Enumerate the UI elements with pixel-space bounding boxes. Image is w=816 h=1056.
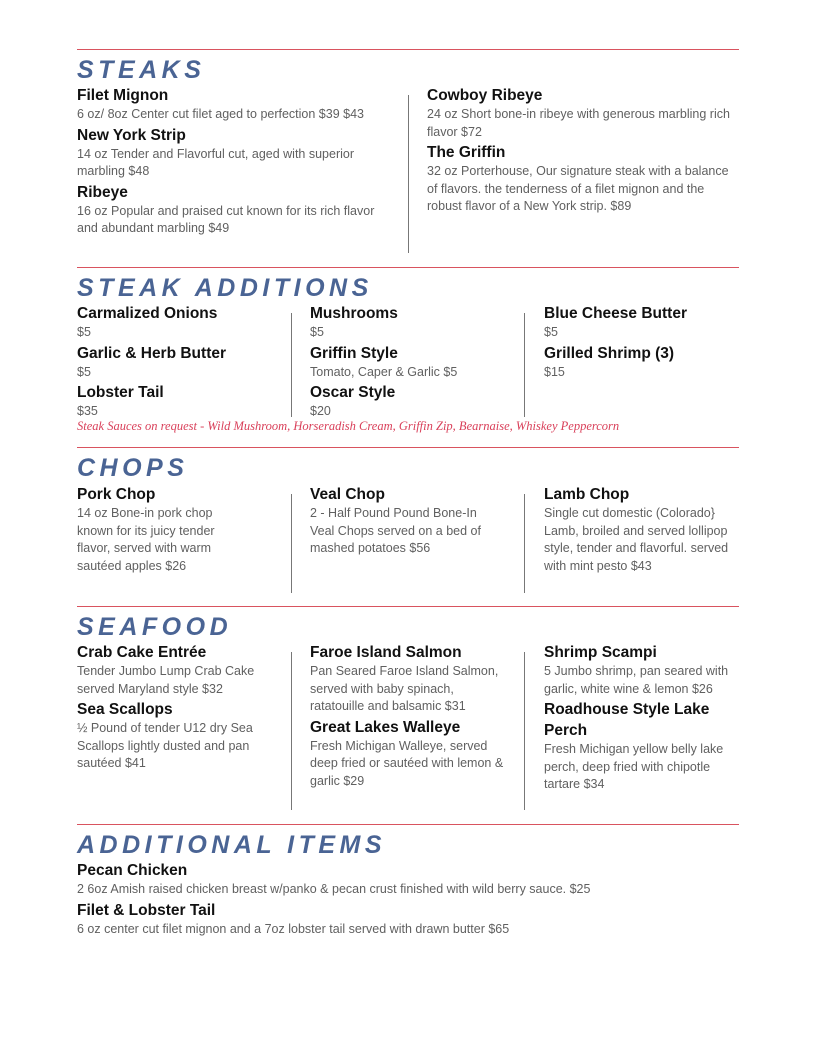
menu-item — [310, 484, 495, 558]
item-name: Pecan Chicken — [77, 862, 188, 879]
item-description: 24 oz Short bone-in ribeye with generous marbling rich flavor $72 — [427, 107, 730, 139]
item-name: The Griffin — [427, 144, 506, 161]
item-description: Fresh Michigan yellow belly lake perch, deep fried with chipotle tartare $34 — [544, 742, 724, 791]
column-divider — [524, 652, 525, 810]
section-title-additions: STEAK ADDITIONS — [77, 274, 373, 302]
menu-item — [77, 125, 377, 181]
menu-item — [544, 642, 734, 698]
menu-item — [77, 343, 287, 382]
item-description: 14 oz Bone-in pork chop known for its juicy tender flavor, served with warm sautéed apples $26 — [77, 506, 215, 573]
item-description: Tomato, Caper & Garlic $5 — [310, 364, 458, 379]
column-divider — [291, 652, 292, 810]
menu-item — [544, 484, 734, 575]
seafood-column-2 — [310, 642, 505, 791]
menu-item — [310, 343, 520, 382]
item-name: New York Strip — [77, 126, 186, 144]
seafood-column-1 — [77, 642, 272, 774]
menu-item — [544, 303, 739, 342]
steaks-right-column — [427, 85, 732, 217]
item-name: Cowboy Ribeye — [427, 87, 543, 104]
item-price: $20 — [310, 404, 331, 418]
column-divider — [524, 494, 525, 593]
section-title-additional: ADDITIONAL ITEMS — [77, 831, 387, 859]
item-description: Pan Seared Faroe Island Salmon, served with baby spinach, ratatouille and balsamic $31 — [310, 664, 499, 713]
item-name: Roadhouse Style Lake Perch — [544, 701, 710, 739]
menu-item — [77, 182, 377, 238]
menu-item — [544, 343, 739, 382]
section-title-seafood: SEAFOOD — [77, 613, 233, 641]
sauces-note: Steak Sauces on request - Wild Mushroom, Horseradish Cream, Griffin Zip, Bearnaise, Whiskey Peppercorn — [77, 419, 620, 433]
menu-item — [427, 85, 732, 141]
additions-column-3 — [544, 303, 739, 382]
divider-chops — [77, 447, 739, 448]
menu-item — [310, 382, 520, 421]
item-price: $5 — [544, 325, 558, 339]
item-name: Mushrooms — [310, 305, 398, 322]
item-name: Garlic & Herb Butter — [77, 344, 227, 362]
item-name: Ribeye — [77, 183, 128, 201]
menu-item — [77, 699, 272, 773]
item-name: Lobster Tail — [77, 384, 164, 401]
menu-item — [77, 860, 739, 899]
item-description: 5 Jumbo shrimp, pan seared with garlic, white wine & lemon $26 — [544, 664, 729, 696]
column-divider — [408, 95, 409, 253]
column-divider — [524, 313, 525, 417]
item-description: 2 - Half Pound Pound Bone-In Veal Chops served on a bed of mashed potatoes $56 — [310, 506, 481, 555]
item-name: Shrimp Scampi — [544, 644, 657, 661]
menu-item — [77, 484, 237, 575]
item-name: Sea Scallops — [77, 701, 173, 718]
item-name: Great Lakes Walleye — [310, 718, 461, 736]
menu-item — [77, 303, 287, 342]
column-divider — [291, 494, 292, 593]
column-divider — [291, 313, 292, 417]
chops-column-3 — [544, 484, 734, 576]
item-description: Tender Jumbo Lump Crab Cake served Maryland style $32 — [77, 664, 255, 696]
item-name: Griffin Style — [310, 344, 398, 362]
additional-items-list — [77, 860, 739, 939]
item-description: 2 6oz Amish raised chicken breast w/panko & pecan crust finished with wild berry sauce. $25 — [77, 882, 591, 896]
item-description: Single cut domestic (Colorado} Lamb, broiled and served lollipop style, tender and flavorful. served with mint pesto $43 — [544, 506, 729, 573]
item-description: 14 oz Tender and Flavorful cut, aged with superior marbling $48 — [77, 146, 355, 178]
menu-item — [77, 642, 272, 698]
section-title-steaks: STEAKS — [77, 56, 206, 84]
menu-item — [544, 699, 734, 794]
item-price: $5 — [77, 325, 91, 339]
divider-additional — [77, 824, 739, 825]
item-name: Lamb Chop — [544, 486, 630, 503]
menu-item — [77, 382, 287, 421]
item-name: Crab Cake Entrée — [77, 644, 207, 661]
item-name: Faroe Island Salmon — [310, 644, 462, 661]
menu-item — [310, 642, 505, 716]
item-name: Veal Chop — [310, 486, 385, 503]
menu-item — [310, 717, 505, 791]
chops-column-1 — [77, 484, 237, 576]
item-name: Filet & Lobster Tail — [77, 901, 216, 919]
item-name: Blue Cheese Butter — [544, 305, 687, 322]
item-description: ½ Pound of tender U12 dry Sea Scallops lightly dusted and pan sautéed $41 — [77, 721, 253, 770]
item-description: 6 oz/ 8oz Center cut filet aged to perfection $39 $43 — [77, 107, 364, 121]
item-price: $5 — [77, 364, 91, 379]
additions-column-1 — [77, 303, 287, 422]
steaks-left-column — [77, 85, 377, 239]
item-name: Pork Chop — [77, 486, 156, 503]
menu-item — [310, 303, 520, 342]
additions-column-2 — [310, 303, 520, 422]
item-name: Grilled Shrimp (3) — [544, 344, 675, 362]
menu-item — [427, 142, 732, 216]
item-description: 6 oz center cut filet mignon and a 7oz lobster tail served with drawn butter $65 — [77, 921, 510, 936]
item-price: $35 — [77, 404, 98, 418]
divider-additions — [77, 267, 739, 268]
menu-item — [77, 85, 377, 124]
menu-item — [77, 900, 739, 939]
chops-column-2 — [310, 484, 495, 559]
divider-seafood — [77, 606, 739, 607]
item-price: $5 — [310, 325, 324, 339]
item-price: $15 — [544, 364, 565, 379]
item-description: Fresh Michigan Walleye, served deep fried or sautéed with lemon & garlic $29 — [310, 738, 504, 788]
divider-top — [77, 49, 739, 50]
item-description: 32 oz Porterhouse, Our signature steak with a balance of flavors. the tenderness of a filet mignon and the robust flavor of a New York strip. $89 — [427, 164, 729, 213]
item-description: 16 oz Popular and praised cut known for its rich flavor and abundant marbling $49 — [77, 203, 375, 235]
seafood-column-3 — [544, 642, 734, 795]
item-name: Oscar Style — [310, 384, 396, 401]
item-name: Filet Mignon — [77, 87, 169, 104]
section-title-chops: CHOPS — [77, 454, 189, 482]
item-name: Carmalized Onions — [77, 305, 218, 322]
